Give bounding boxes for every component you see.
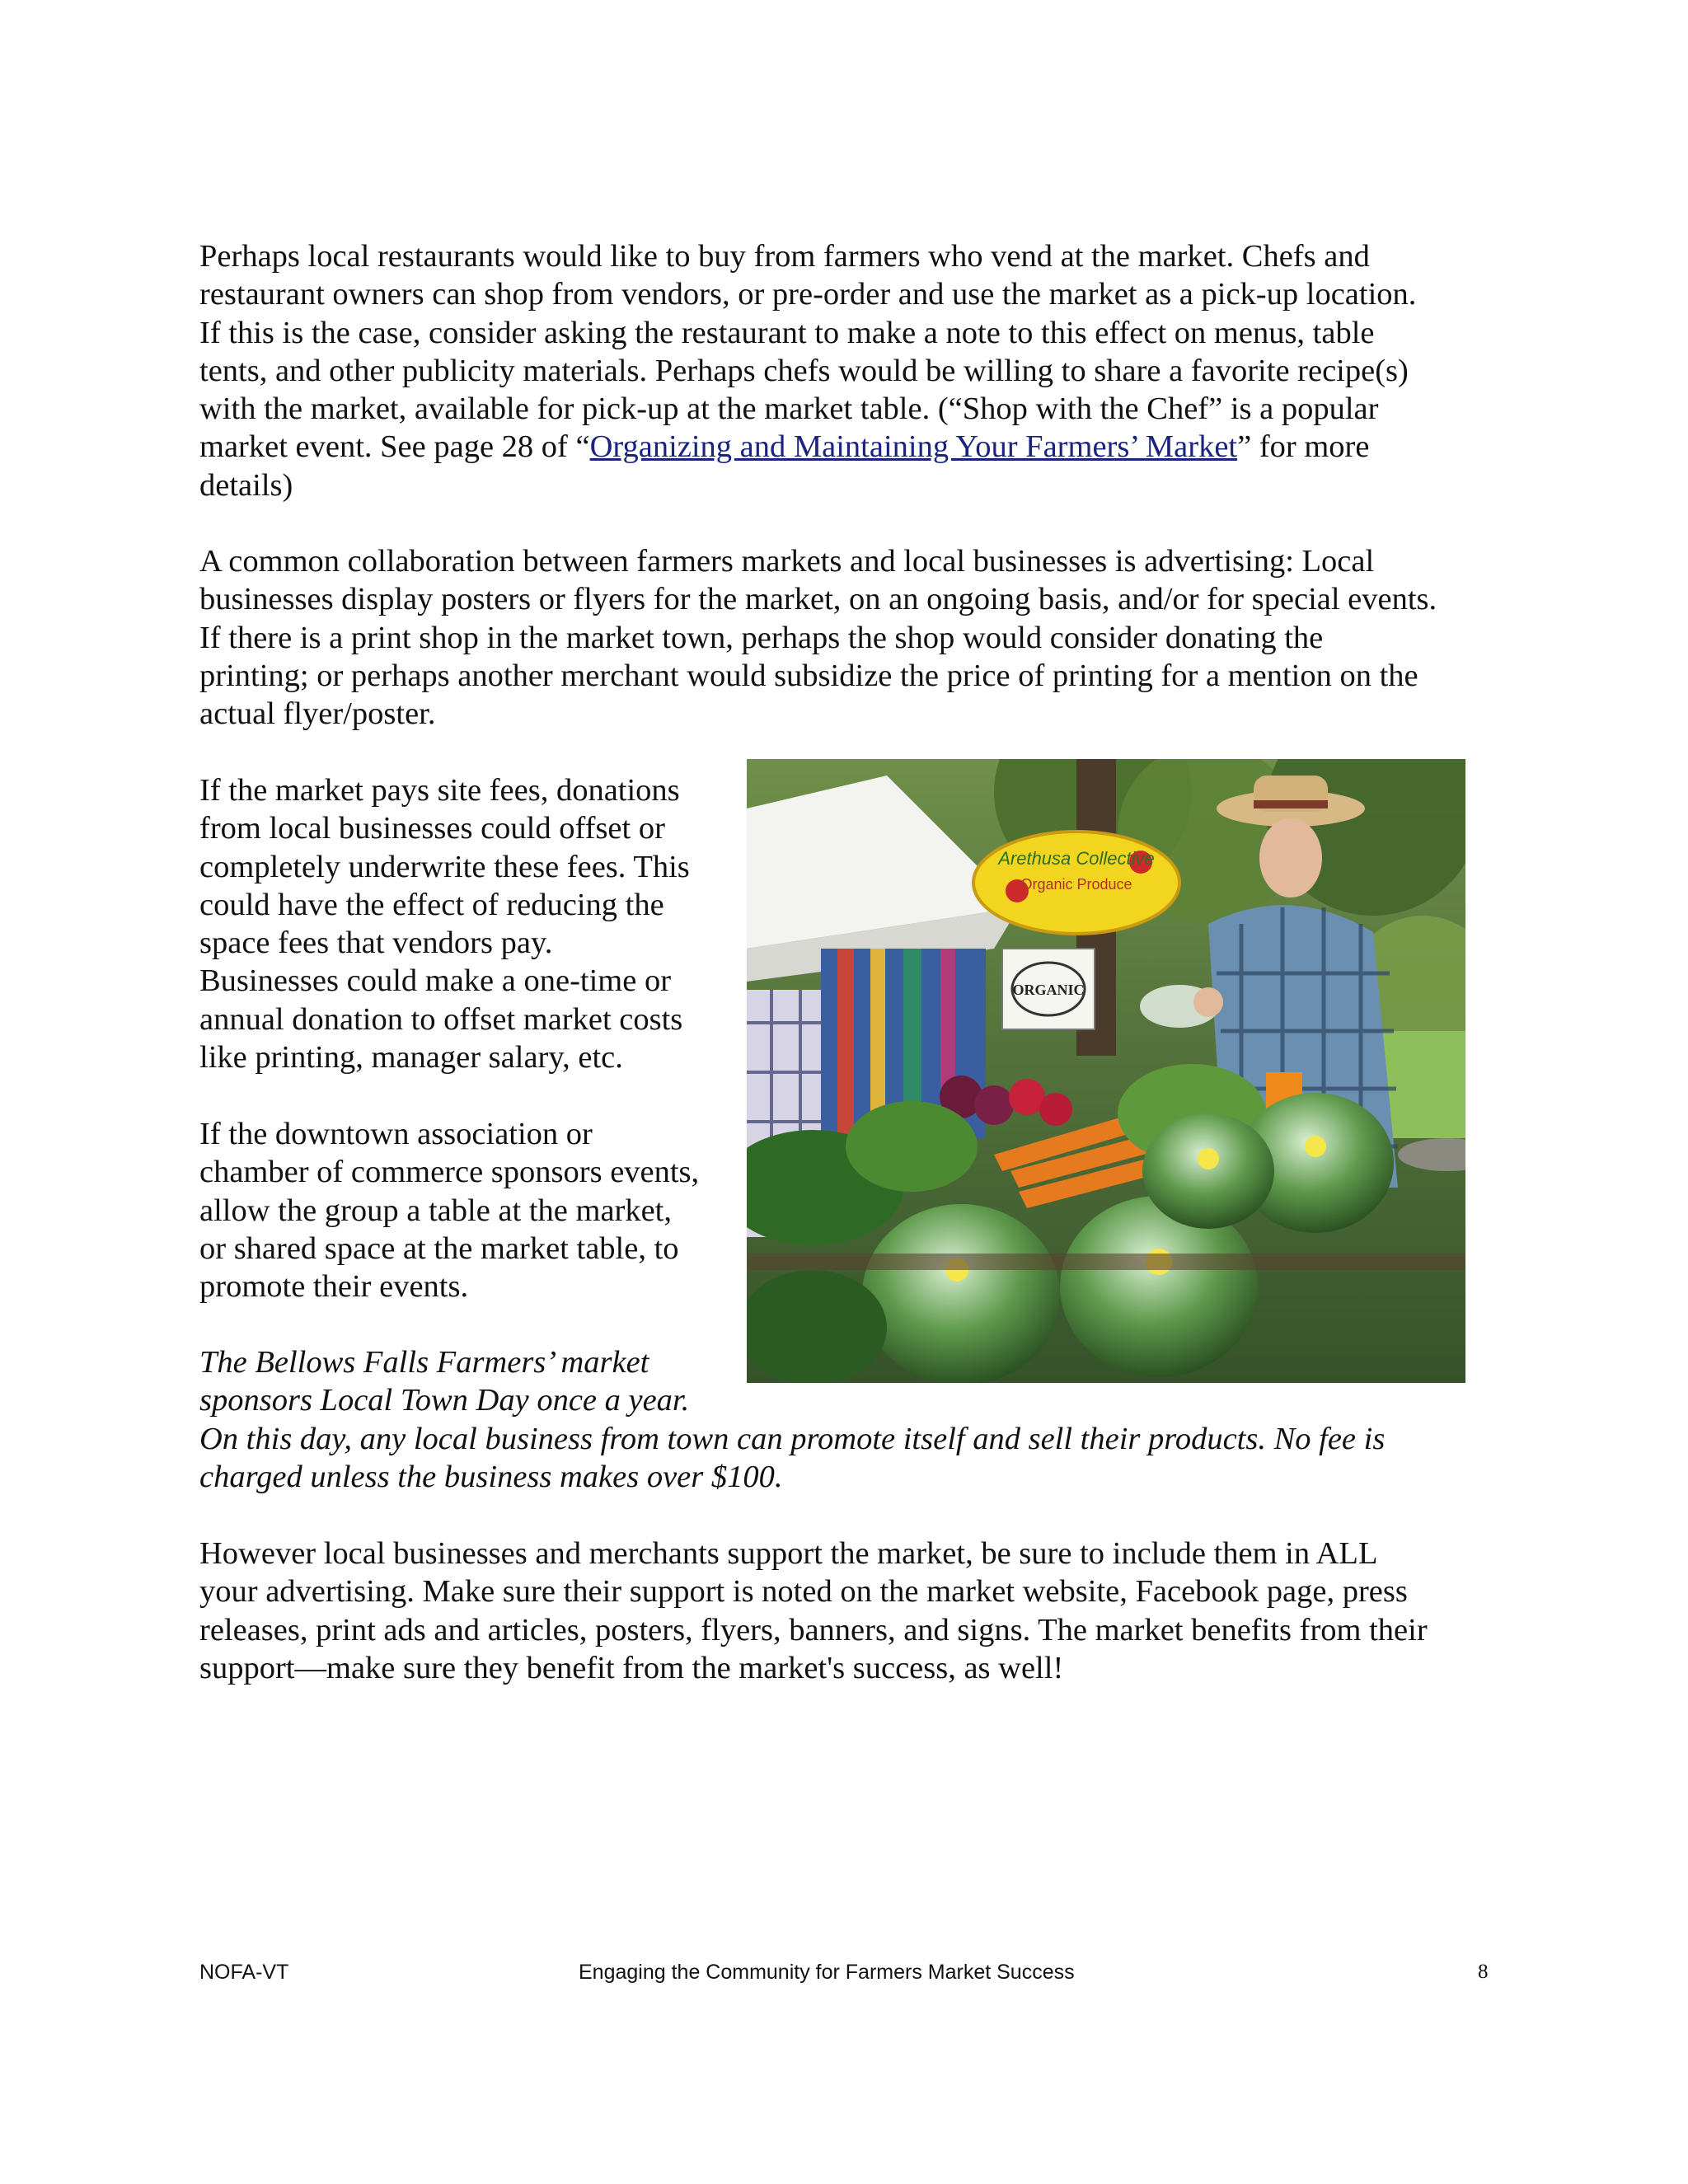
text-line: could have the effect of reducing the — [199, 887, 664, 922]
organizing-guide-link[interactable]: Organizing and Maintaining Your Farmers’ Market — [589, 429, 1238, 465]
text-line: details) — [199, 467, 293, 503]
sign-title: Arethusa Collective — [998, 848, 1155, 869]
text-line: from local businesses could offset or — [199, 811, 665, 846]
text-line: releases, print ads and articles, posters, flyers, banners, and signs. The market benefits from their — [199, 1612, 1428, 1647]
organic-label: ORGANIC — [1012, 982, 1085, 998]
paragraph-advertising — [199, 542, 1502, 733]
sign-subtitle: Organic Produce — [1020, 876, 1132, 893]
text-line: Businesses could make a one-time or — [199, 963, 672, 999]
text-line: tents, and other publicity materials. Perhaps chefs would be willing to share a favorite recipe(s) — [199, 353, 1409, 388]
text-line: like printing, manager salary, etc. — [199, 1040, 623, 1076]
footer-page-number: 8 — [1478, 1961, 1489, 1983]
text-line: A common collaboration between farmers markets and local businesses is advertising: Local — [199, 544, 1375, 579]
paragraph-site-fees — [199, 771, 743, 1076]
text-line: promote their events. — [199, 1269, 469, 1305]
text-line: If there is a print shop in the market town, perhaps the shop would consider donating the — [199, 620, 1324, 655]
text-line: If the market pays site fees, donations — [199, 773, 680, 808]
paragraph-downtown-association — [199, 1115, 743, 1305]
text-line: printing; or perhaps another merchant would subsidize the price of printing for a mention on the — [199, 658, 1418, 693]
text-line: If the downtown association or — [199, 1117, 593, 1151]
text-line: space fees that vendors pay. — [199, 926, 553, 961]
text-line: completely underwrite these fees. This — [199, 849, 690, 884]
footer-document-title: Engaging the Community for Farmers Market Success — [579, 1961, 1075, 1984]
market-stand-illustration — [747, 759, 1465, 1383]
farmers-market-photo — [747, 759, 1465, 1383]
text-line-with-link — [199, 428, 1502, 466]
text-line: restaurant owners can shop from vendors, or pre-order and use the market as a pick-up location. — [199, 277, 1417, 312]
paragraph-include-businesses — [199, 1535, 1502, 1687]
text-line: However local businesses and merchants support the market, be sure to include them in ALL — [199, 1536, 1378, 1571]
text-line: The Bellows Falls Farmers’ market — [199, 1345, 649, 1380]
paragraph-restaurants — [199, 237, 1502, 504]
paragraph-bellows-falls-italic — [199, 1343, 743, 1420]
text-line: actual flyer/poster. — [199, 696, 436, 732]
text-line: On this day, any local business from town can promote itself and sell their products. No fee is — [199, 1422, 1386, 1456]
text-line: allow the group a table at the market, — [199, 1193, 673, 1228]
text-line: annual donation to offset market costs — [199, 1001, 683, 1037]
paragraph-town-day-italic — [199, 1420, 1502, 1497]
text-fragment: ” for more — [1237, 429, 1370, 465]
text-fragment: market event. See page 28 of “ — [199, 429, 590, 465]
text-line: with the market, available for pick-up at the market table. (“Shop with the Chef” is a popular — [199, 391, 1379, 427]
text-line: your advertising. Make sure their support is noted on the market website, Facebook page, press — [199, 1574, 1408, 1610]
footer-organization: NOFA-VT — [199, 1961, 289, 1984]
text-line: sponsors Local Town Day once a year. — [199, 1383, 690, 1418]
text-line: Perhaps local restaurants would like to buy from farmers who vend at the market. Chefs and — [199, 239, 1370, 274]
text-line: chamber of commerce sponsors events, — [199, 1155, 700, 1190]
text-line: If this is the case, consider asking the restaurant to make a note to this effect on menus, table — [199, 315, 1375, 350]
text-line: businesses display posters or flyers for the market, on an ongoing basis, and/or for special events. — [199, 582, 1437, 617]
text-line: support—make sure they benefit from the market's success, as well! — [199, 1650, 1064, 1685]
text-line: or shared space at the market table, to — [199, 1230, 679, 1266]
text-line: charged unless the business makes over $100. — [199, 1460, 783, 1495]
